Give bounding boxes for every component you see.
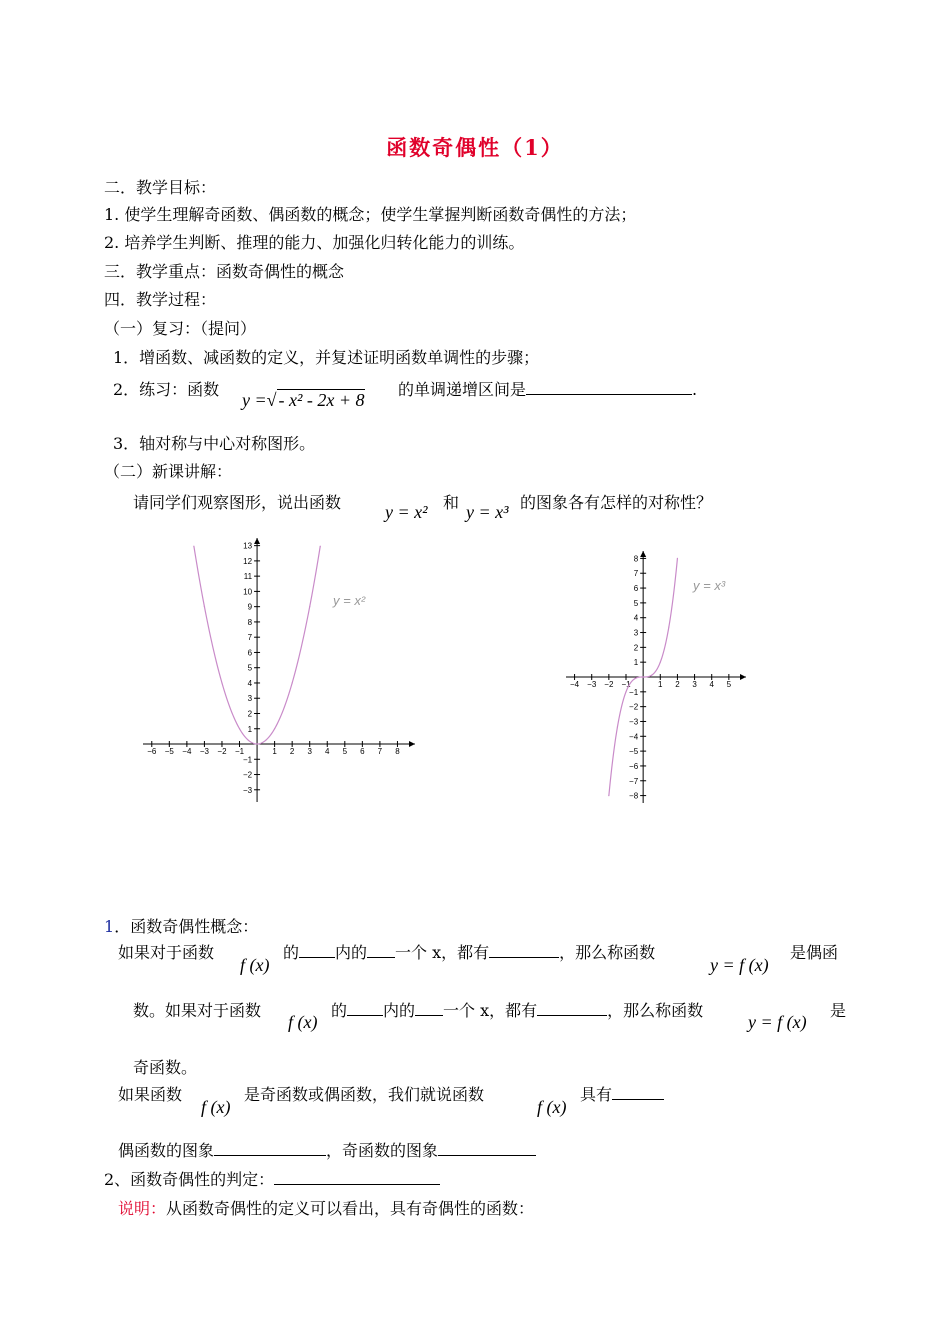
concept-heading-text: ．函数奇偶性概念： [114, 917, 259, 936]
note-label: 说明： [118, 1199, 167, 1218]
concept-heading [104, 916, 258, 938]
text-then: ，那么称函数 [559, 943, 656, 962]
y-tick-label: −7 [629, 776, 639, 786]
text-all-2: 一个 x，都有 [443, 1001, 538, 1020]
y-tick-label: −8 [629, 791, 639, 801]
text-inner-2: 内的 [383, 1001, 416, 1020]
x-tick-label: −2 [604, 680, 614, 689]
judge-text: 2、函数奇偶性的判定： [104, 1170, 275, 1189]
concept-p1-f: 是偶函 [790, 943, 839, 962]
data-point [320, 546, 321, 547]
text-all: 一个 x，都有 [395, 943, 490, 962]
data-point [660, 662, 661, 663]
condition-blank-2[interactable] [537, 1000, 607, 1016]
formula-square: y = x² [385, 502, 428, 522]
y-tick-label: −4 [629, 732, 639, 742]
formula-cube: y = x³ [466, 502, 509, 522]
concept-p3: 奇函数。 [133, 1058, 198, 1077]
y-tick-label: 10 [243, 587, 253, 597]
question-prefix: 请同学们观察图形，说出函数 [133, 493, 342, 512]
x-tick-label: −4 [182, 747, 192, 757]
x-tick-label: 6 [360, 747, 365, 757]
y-tick-label: 4 [247, 678, 253, 688]
text-has: 具有 [580, 1085, 613, 1104]
concept-p1-b [283, 942, 655, 964]
process-heading: 四．教学过程： [104, 290, 217, 309]
x-tick-label: 5 [342, 747, 348, 757]
x-tick-label: 3 [307, 747, 312, 757]
y-tick-label: 4 [633, 613, 639, 623]
y-axis-arrow [640, 551, 646, 557]
review-heading: （一）复习：（提问） [104, 319, 257, 338]
data-point [668, 626, 669, 627]
even-graph-blank[interactable] [214, 1140, 326, 1156]
data-point [274, 728, 275, 729]
data-point [651, 675, 652, 676]
data-point [634, 678, 635, 679]
y-tick-label: −6 [629, 761, 639, 771]
data-point [204, 606, 205, 607]
y-tick-label: 3 [247, 694, 253, 704]
concept-p4-c [580, 1084, 664, 1106]
x-tick-label: −2 [217, 747, 227, 757]
domain-blank-2[interactable] [347, 1000, 383, 1016]
note-line [118, 1198, 534, 1220]
concept-p2-a: 数。如果对于函数 [133, 1001, 262, 1020]
review-item-2-question [398, 379, 697, 401]
y-tick-label: −3 [629, 717, 639, 727]
y-tick-label: 7 [247, 633, 253, 643]
review-item-2-text: 的单调递增区间是 [398, 380, 527, 399]
goal-item-2: 2. 培养学生判断、推理的能力、加强化归转化能力的训练。 [104, 233, 525, 252]
curve-label-cube: y = x³ [693, 578, 726, 593]
x-tick-label: −3 [587, 680, 597, 689]
data-point [643, 676, 644, 677]
parity-blank[interactable] [612, 1084, 664, 1100]
fx-4: f (x) [537, 1097, 567, 1117]
focus-heading: 三．教学重点：函数奇偶性的概念 [104, 262, 345, 281]
question-suffix: 的图象各有怎样的对称性？ [520, 493, 713, 512]
judge-blank[interactable] [274, 1169, 440, 1185]
text-de: 的 [283, 943, 300, 962]
odd-graph-label: ，奇函数的图象 [326, 1141, 439, 1160]
sqrt-formula [242, 390, 365, 411]
cubic-plot [566, 551, 746, 803]
y-tick-label: 5 [247, 663, 253, 673]
text-inner: 内的 [335, 943, 368, 962]
y-tick-label: 2 [633, 643, 639, 653]
fx-1: f (x) [240, 955, 270, 975]
y-tick-label: −2 [629, 702, 639, 712]
yfx-1: y = f (x) [710, 955, 769, 975]
condition-blank-1[interactable] [489, 942, 559, 958]
y-tick-label: 8 [633, 554, 639, 564]
x-tick-label: 7 [377, 747, 383, 757]
x-tick-label: 3 [692, 680, 697, 689]
goal-heading: 二．教学目标： [104, 178, 217, 197]
y-tick-label: 1 [633, 658, 639, 668]
judge-heading [104, 1169, 440, 1191]
x-tick-label: 1 [658, 680, 663, 689]
x-tick-label: 4 [325, 747, 330, 757]
sqrt-radicand: - x² - 2x + 8 [278, 390, 365, 410]
y-tick-label: 2 [247, 709, 253, 719]
note-text: 从函数奇偶性的定义可以看出，具有奇偶性的函数： [166, 1199, 535, 1218]
concept-p4-b: 是奇函数或偶函数，我们就说函数 [244, 1085, 485, 1104]
text-de-2: 的 [331, 1001, 348, 1020]
any-blank-2[interactable] [415, 1000, 443, 1016]
y-tick-label: 5 [633, 598, 639, 608]
parabola-plot [143, 538, 415, 802]
review-item-1: 1．增函数、减函数的定义，并复述证明函数单调性的步骤； [113, 348, 540, 367]
yfx-2: y = f (x) [748, 1012, 807, 1032]
y-tick-label: 8 [247, 617, 253, 627]
x-tick-label: −6 [147, 747, 157, 757]
x-tick-label: 2 [289, 747, 295, 757]
review-item-2-label: 2．练习：函数 [113, 380, 220, 399]
concept-number: 1 [104, 917, 115, 936]
even-graph-label: 偶函数的图象 [118, 1141, 215, 1160]
y-tick-label: 6 [633, 584, 639, 594]
y-tick-label: −5 [629, 747, 639, 757]
y-tick-label: 11 [243, 572, 253, 582]
y-tick-label: −2 [242, 770, 253, 780]
parabola-chart [135, 530, 425, 810]
x-tick-label: 2 [675, 680, 680, 689]
curve-label-square: y = x² [333, 593, 366, 608]
x-axis-arrow [740, 674, 746, 680]
x-tick-label: −1 [621, 680, 631, 689]
data-point [221, 682, 222, 683]
any-blank-1[interactable] [367, 942, 395, 958]
concept-p5 [118, 1140, 536, 1162]
domain-blank-1[interactable] [299, 942, 335, 958]
goal-item-1: 1. 使学生理解奇函数、偶函数的概念；使学生掌握判断函数奇偶性的方法； [104, 205, 637, 224]
data-point [193, 546, 194, 547]
concept-p2-b [331, 1000, 703, 1022]
data-point [677, 558, 678, 559]
page-title: 函数奇偶性（1） [386, 135, 564, 160]
y-axis-arrow [254, 538, 260, 544]
data-point [239, 728, 240, 729]
data-point [617, 726, 618, 727]
x-tick-label: −4 [570, 680, 580, 689]
y-tick-label: 6 [247, 648, 253, 658]
y-tick-label: 7 [633, 569, 639, 579]
data-point [309, 606, 310, 607]
fx-3: f (x) [201, 1097, 231, 1117]
review-item-3: 3．轴对称与中心对称图形。 [113, 434, 316, 453]
y-tick-label: −1 [629, 687, 639, 697]
x-tick-label: −1 [234, 747, 245, 757]
y-tick-label: 1 [247, 724, 253, 734]
concept-p2-f: 是 [830, 1001, 847, 1020]
x-tick-label: −5 [164, 747, 174, 757]
odd-graph-blank[interactable] [438, 1140, 536, 1156]
concept-p4-a: 如果函数 [118, 1085, 183, 1104]
y-tick-label: −1 [242, 755, 253, 765]
period: . [692, 380, 698, 399]
fx-2: f (x) [288, 1012, 318, 1032]
x-tick-label: 4 [709, 680, 714, 689]
data-point [608, 795, 609, 796]
y-tick-label: 3 [633, 628, 639, 638]
formula-y: y = [242, 390, 267, 410]
y-tick-label: 12 [243, 556, 253, 566]
y-tick-label: −3 [242, 785, 253, 795]
concept-p1-a: 如果对于函数 [118, 943, 215, 962]
y-tick-label: 9 [247, 602, 253, 612]
data-point [625, 691, 626, 692]
sqrt-sign: √ [266, 390, 277, 410]
data-point [292, 682, 293, 683]
data-point [256, 743, 257, 744]
question-and: 和 [443, 493, 460, 512]
x-axis-arrow [409, 741, 415, 747]
x-tick-label: 8 [395, 747, 400, 757]
x-tick-label: 1 [272, 747, 277, 757]
cubic-chart [560, 545, 755, 810]
newlesson-heading: （二）新课讲解： [104, 462, 233, 481]
answer-blank[interactable] [526, 379, 692, 395]
x-tick-label: 5 [726, 680, 732, 689]
text-then-2: ，那么称函数 [607, 1001, 704, 1020]
x-tick-label: −3 [199, 747, 209, 757]
review-item-2 [113, 379, 219, 401]
y-tick-label: 13 [243, 541, 253, 551]
